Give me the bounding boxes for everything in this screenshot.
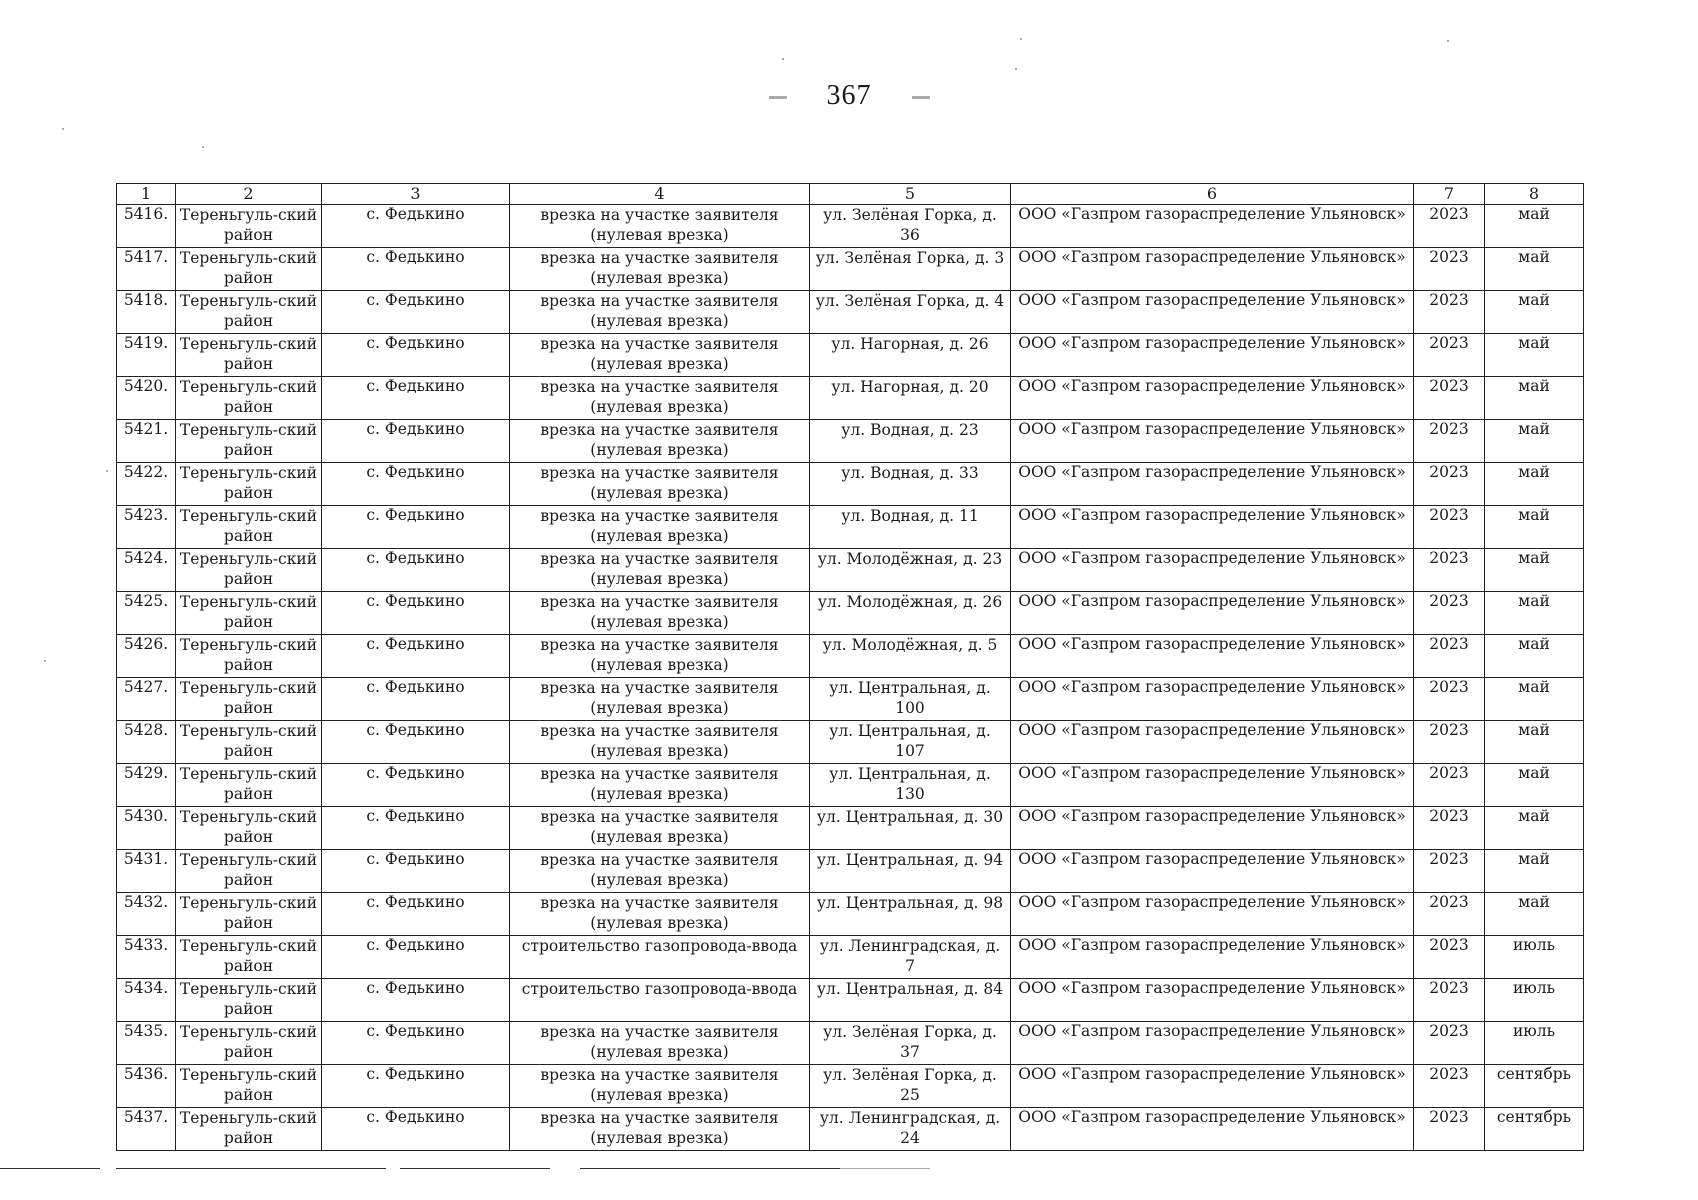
- year-cell: 2023: [1414, 1108, 1485, 1151]
- scan-footer-rule: [0, 1168, 1698, 1180]
- row-number: 5427.: [117, 678, 176, 721]
- row-number: 5420.: [117, 377, 176, 420]
- address-cell: ул. Центральная, д. 130: [810, 764, 1011, 807]
- work-type-cell: врезка на участке заявителя (нулевая врезка): [510, 1065, 810, 1108]
- district-cell: Тереньгуль-ский район: [176, 678, 322, 721]
- address-cell: ул. Молодёжная, д. 26: [810, 592, 1011, 635]
- month-cell: май: [1485, 420, 1584, 463]
- scan-smudge-left: [769, 96, 787, 99]
- year-cell: 2023: [1414, 635, 1485, 678]
- district-cell: Тереньгуль-ский район: [176, 850, 322, 893]
- work-type-cell: врезка на участке заявителя (нулевая врезка): [510, 549, 810, 592]
- row-number: 5434.: [117, 979, 176, 1022]
- organization-cell: ООО «Газпром газораспределение Ульяновск»: [1011, 850, 1414, 893]
- registry-sheet: [116, 183, 1583, 1151]
- row-number: 5436.: [117, 1065, 176, 1108]
- scan-speck: [44, 660, 46, 662]
- row-number: 5435.: [117, 1022, 176, 1065]
- district-cell: Тереньгуль-ский район: [176, 721, 322, 764]
- column-number-7: 7: [1414, 184, 1485, 205]
- year-cell: 2023: [1414, 463, 1485, 506]
- month-cell: май: [1485, 635, 1584, 678]
- district-cell: Тереньгуль-ский район: [176, 893, 322, 936]
- work-type-cell: врезка на участке заявителя (нулевая врезка): [510, 463, 810, 506]
- settlement-cell: с. Федькино: [322, 1022, 510, 1065]
- settlement-cell: с. Федькино: [322, 463, 510, 506]
- month-cell: июль: [1485, 979, 1584, 1022]
- address-cell: ул. Ленинградская, д. 7: [810, 936, 1011, 979]
- month-cell: май: [1485, 592, 1584, 635]
- address-cell: ул. Центральная, д. 100: [810, 678, 1011, 721]
- year-cell: 2023: [1414, 850, 1485, 893]
- settlement-cell: с. Федькино: [322, 205, 510, 248]
- month-cell: май: [1485, 678, 1584, 721]
- settlement-cell: с. Федькино: [322, 592, 510, 635]
- work-type-cell: врезка на участке заявителя (нулевая врезка): [510, 420, 810, 463]
- column-number-8: 8: [1485, 184, 1584, 205]
- address-cell: ул. Центральная, д. 84: [810, 979, 1011, 1022]
- address-cell: ул. Нагорная, д. 26: [810, 334, 1011, 377]
- organization-cell: ООО «Газпром газораспределение Ульяновск»: [1011, 635, 1414, 678]
- year-cell: 2023: [1414, 248, 1485, 291]
- year-cell: 2023: [1414, 506, 1485, 549]
- work-type-cell: врезка на участке заявителя (нулевая врезка): [510, 764, 810, 807]
- row-number: 5422.: [117, 463, 176, 506]
- work-type-cell: врезка на участке заявителя (нулевая врезка): [510, 592, 810, 635]
- year-cell: 2023: [1414, 1022, 1485, 1065]
- work-type-cell: врезка на участке заявителя (нулевая врезка): [510, 334, 810, 377]
- month-cell: май: [1485, 549, 1584, 592]
- settlement-cell: с. Федькино: [322, 377, 510, 420]
- table-row: [117, 549, 1584, 592]
- organization-cell: ООО «Газпром газораспределение Ульяновск»: [1011, 893, 1414, 936]
- column-number-2: 2: [176, 184, 322, 205]
- table-row: [117, 893, 1584, 936]
- work-type-cell: строительство газопровода-ввода: [510, 979, 810, 1022]
- settlement-cell: с. Федькино: [322, 549, 510, 592]
- year-cell: 2023: [1414, 592, 1485, 635]
- row-number: 5428.: [117, 721, 176, 764]
- month-cell: май: [1485, 377, 1584, 420]
- organization-cell: ООО «Газпром газораспределение Ульяновск»: [1011, 936, 1414, 979]
- table-row: [117, 936, 1584, 979]
- settlement-cell: с. Федькино: [322, 979, 510, 1022]
- month-cell: май: [1485, 850, 1584, 893]
- organization-cell: ООО «Газпром газораспределение Ульяновск»: [1011, 764, 1414, 807]
- column-number-4: 4: [510, 184, 810, 205]
- row-number: 5433.: [117, 936, 176, 979]
- year-cell: 2023: [1414, 549, 1485, 592]
- year-cell: 2023: [1414, 420, 1485, 463]
- table-row: [117, 850, 1584, 893]
- month-cell: май: [1485, 291, 1584, 334]
- settlement-cell: с. Федькино: [322, 850, 510, 893]
- row-number: 5432.: [117, 893, 176, 936]
- settlement-cell: с. Федькино: [322, 807, 510, 850]
- registry-table: [116, 183, 1584, 1151]
- address-cell: ул. Центральная, д. 107: [810, 721, 1011, 764]
- district-cell: Тереньгуль-ский район: [176, 807, 322, 850]
- column-number-6: 6: [1011, 184, 1414, 205]
- column-number-5: 5: [810, 184, 1011, 205]
- year-cell: 2023: [1414, 377, 1485, 420]
- address-cell: ул. Зелёная Горка, д. 37: [810, 1022, 1011, 1065]
- month-cell: май: [1485, 893, 1584, 936]
- table-row: [117, 721, 1584, 764]
- work-type-cell: врезка на участке заявителя (нулевая врезка): [510, 721, 810, 764]
- work-type-cell: врезка на участке заявителя (нулевая врезка): [510, 893, 810, 936]
- year-cell: 2023: [1414, 893, 1485, 936]
- settlement-cell: с. Федькино: [322, 248, 510, 291]
- work-type-cell: врезка на участке заявителя (нулевая врезка): [510, 205, 810, 248]
- organization-cell: ООО «Газпром газораспределение Ульяновск»: [1011, 506, 1414, 549]
- work-type-cell: врезка на участке заявителя (нулевая врезка): [510, 1022, 810, 1065]
- address-cell: ул. Водная, д. 11: [810, 506, 1011, 549]
- table-row: [117, 979, 1584, 1022]
- table-row: [117, 592, 1584, 635]
- row-number: 5426.: [117, 635, 176, 678]
- month-cell: май: [1485, 764, 1584, 807]
- table-row: [117, 635, 1584, 678]
- address-cell: ул. Центральная, д. 94: [810, 850, 1011, 893]
- organization-cell: ООО «Газпром газораспределение Ульяновск»: [1011, 291, 1414, 334]
- settlement-cell: с. Федькино: [322, 420, 510, 463]
- district-cell: Тереньгуль-ский район: [176, 377, 322, 420]
- settlement-cell: с. Федькино: [322, 291, 510, 334]
- settlement-cell: с. Федькино: [322, 1065, 510, 1108]
- organization-cell: ООО «Газпром газораспределение Ульяновск»: [1011, 549, 1414, 592]
- year-cell: 2023: [1414, 936, 1485, 979]
- row-number: 5416.: [117, 205, 176, 248]
- district-cell: Тереньгуль-ский район: [176, 1065, 322, 1108]
- work-type-cell: врезка на участке заявителя (нулевая врезка): [510, 678, 810, 721]
- address-cell: ул. Водная, д. 33: [810, 463, 1011, 506]
- column-number-1: 1: [117, 184, 176, 205]
- work-type-cell: врезка на участке заявителя (нулевая врезка): [510, 850, 810, 893]
- settlement-cell: с. Федькино: [322, 893, 510, 936]
- table-row: [117, 764, 1584, 807]
- address-cell: ул. Молодёжная, д. 5: [810, 635, 1011, 678]
- settlement-cell: с. Федькино: [322, 764, 510, 807]
- settlement-cell: с. Федькино: [322, 635, 510, 678]
- organization-cell: ООО «Газпром газораспределение Ульяновск»: [1011, 592, 1414, 635]
- address-cell: ул. Водная, д. 23: [810, 420, 1011, 463]
- month-cell: июль: [1485, 1022, 1584, 1065]
- year-cell: 2023: [1414, 979, 1485, 1022]
- year-cell: 2023: [1414, 764, 1485, 807]
- table-row: [117, 205, 1584, 248]
- row-number: 5424.: [117, 549, 176, 592]
- organization-cell: ООО «Газпром газораспределение Ульяновск»: [1011, 807, 1414, 850]
- organization-cell: ООО «Газпром газораспределение Ульяновск»: [1011, 205, 1414, 248]
- scan-speck: [1447, 40, 1449, 42]
- settlement-cell: с. Федькино: [322, 506, 510, 549]
- scan-speck: [1015, 68, 1017, 70]
- address-cell: ул. Центральная, д. 30: [810, 807, 1011, 850]
- work-type-cell: врезка на участке заявителя (нулевая врезка): [510, 635, 810, 678]
- address-cell: ул. Зелёная Горка, д. 4: [810, 291, 1011, 334]
- table-row: [117, 1108, 1584, 1151]
- scan-speck: [62, 128, 64, 130]
- month-cell: май: [1485, 248, 1584, 291]
- district-cell: Тереньгуль-ский район: [176, 1022, 322, 1065]
- organization-cell: ООО «Газпром газораспределение Ульяновск»: [1011, 1108, 1414, 1151]
- work-type-cell: врезка на участке заявителя (нулевая врезка): [510, 377, 810, 420]
- district-cell: Тереньгуль-ский район: [176, 334, 322, 377]
- address-cell: ул. Ленинградская, д. 24: [810, 1108, 1011, 1151]
- district-cell: Тереньгуль-ский район: [176, 1108, 322, 1151]
- district-cell: Тереньгуль-ский район: [176, 248, 322, 291]
- district-cell: Тереньгуль-ский район: [176, 979, 322, 1022]
- scan-speck: [106, 470, 108, 472]
- settlement-cell: с. Федькино: [322, 334, 510, 377]
- work-type-cell: врезка на участке заявителя (нулевая врезка): [510, 248, 810, 291]
- row-number: 5423.: [117, 506, 176, 549]
- district-cell: Тереньгуль-ский район: [176, 463, 322, 506]
- table-row: [117, 807, 1584, 850]
- table-row: [117, 334, 1584, 377]
- registry-table-body: [117, 205, 1584, 1151]
- address-cell: ул. Молодёжная, д. 23: [810, 549, 1011, 592]
- month-cell: сентябрь: [1485, 1065, 1584, 1108]
- table-row: [117, 420, 1584, 463]
- address-cell: ул. Зелёная Горка, д. 36: [810, 205, 1011, 248]
- row-number: 5418.: [117, 291, 176, 334]
- organization-cell: ООО «Газпром газораспределение Ульяновск»: [1011, 721, 1414, 764]
- work-type-cell: врезка на участке заявителя (нулевая врезка): [510, 807, 810, 850]
- month-cell: май: [1485, 807, 1584, 850]
- organization-cell: ООО «Газпром газораспределение Ульяновск»: [1011, 420, 1414, 463]
- month-cell: май: [1485, 506, 1584, 549]
- scan-speck: [782, 58, 784, 60]
- table-row: [117, 506, 1584, 549]
- month-cell: сентябрь: [1485, 1108, 1584, 1151]
- address-cell: ул. Центральная, д. 98: [810, 893, 1011, 936]
- scan-speck: [202, 146, 204, 148]
- month-cell: май: [1485, 334, 1584, 377]
- row-number: 5437.: [117, 1108, 176, 1151]
- work-type-cell: врезка на участке заявителя (нулевая врезка): [510, 291, 810, 334]
- organization-cell: ООО «Газпром газораспределение Ульяновск»: [1011, 463, 1414, 506]
- scan-speck: [1020, 38, 1022, 40]
- column-number-3: 3: [322, 184, 510, 205]
- row-number: 5429.: [117, 764, 176, 807]
- district-cell: Тереньгуль-ский район: [176, 635, 322, 678]
- table-row: [117, 291, 1584, 334]
- settlement-cell: с. Федькино: [322, 721, 510, 764]
- address-cell: ул. Нагорная, д. 20: [810, 377, 1011, 420]
- address-cell: ул. Зелёная Горка, д. 25: [810, 1065, 1011, 1108]
- district-cell: Тереньгуль-ский район: [176, 205, 322, 248]
- table-row: [117, 1022, 1584, 1065]
- table-row: [117, 463, 1584, 506]
- year-cell: 2023: [1414, 205, 1485, 248]
- organization-cell: ООО «Газпром газораспределение Ульяновск»: [1011, 248, 1414, 291]
- page-number: 367: [826, 80, 872, 111]
- month-cell: май: [1485, 463, 1584, 506]
- month-cell: май: [1485, 721, 1584, 764]
- row-number: 5431.: [117, 850, 176, 893]
- district-cell: Тереньгуль-ский район: [176, 506, 322, 549]
- table-row: [117, 248, 1584, 291]
- row-number: 5421.: [117, 420, 176, 463]
- row-number: 5419.: [117, 334, 176, 377]
- table-row: [117, 678, 1584, 721]
- year-cell: 2023: [1414, 807, 1485, 850]
- organization-cell: ООО «Газпром газораспределение Ульяновск»: [1011, 979, 1414, 1022]
- organization-cell: ООО «Газпром газораспределение Ульяновск»: [1011, 377, 1414, 420]
- year-cell: 2023: [1414, 678, 1485, 721]
- year-cell: 2023: [1414, 334, 1485, 377]
- address-cell: ул. Зелёная Горка, д. 3: [810, 248, 1011, 291]
- organization-cell: ООО «Газпром газораспределение Ульяновск»: [1011, 678, 1414, 721]
- table-row: [117, 377, 1584, 420]
- page-number-header: [0, 80, 1698, 112]
- scan-smudge-right: [912, 96, 930, 99]
- year-cell: 2023: [1414, 721, 1485, 764]
- month-cell: май: [1485, 205, 1584, 248]
- work-type-cell: врезка на участке заявителя (нулевая врезка): [510, 506, 810, 549]
- district-cell: Тереньгуль-ский район: [176, 420, 322, 463]
- month-cell: июль: [1485, 936, 1584, 979]
- settlement-cell: с. Федькино: [322, 678, 510, 721]
- district-cell: Тереньгуль-ский район: [176, 291, 322, 334]
- year-cell: 2023: [1414, 291, 1485, 334]
- settlement-cell: с. Федькино: [322, 936, 510, 979]
- district-cell: Тереньгуль-ский район: [176, 764, 322, 807]
- district-cell: Тереньгуль-ский район: [176, 549, 322, 592]
- column-number-row: [117, 184, 1584, 205]
- row-number: 5425.: [117, 592, 176, 635]
- settlement-cell: с. Федькино: [322, 1108, 510, 1151]
- district-cell: Тереньгуль-ский район: [176, 936, 322, 979]
- table-row: [117, 1065, 1584, 1108]
- year-cell: 2023: [1414, 1065, 1485, 1108]
- work-type-cell: строительство газопровода-ввода: [510, 936, 810, 979]
- organization-cell: ООО «Газпром газораспределение Ульяновск»: [1011, 334, 1414, 377]
- row-number: 5417.: [117, 248, 176, 291]
- organization-cell: ООО «Газпром газораспределение Ульяновск»: [1011, 1065, 1414, 1108]
- work-type-cell: врезка на участке заявителя (нулевая врезка): [510, 1108, 810, 1151]
- district-cell: Тереньгуль-ский район: [176, 592, 322, 635]
- organization-cell: ООО «Газпром газораспределение Ульяновск»: [1011, 1022, 1414, 1065]
- row-number: 5430.: [117, 807, 176, 850]
